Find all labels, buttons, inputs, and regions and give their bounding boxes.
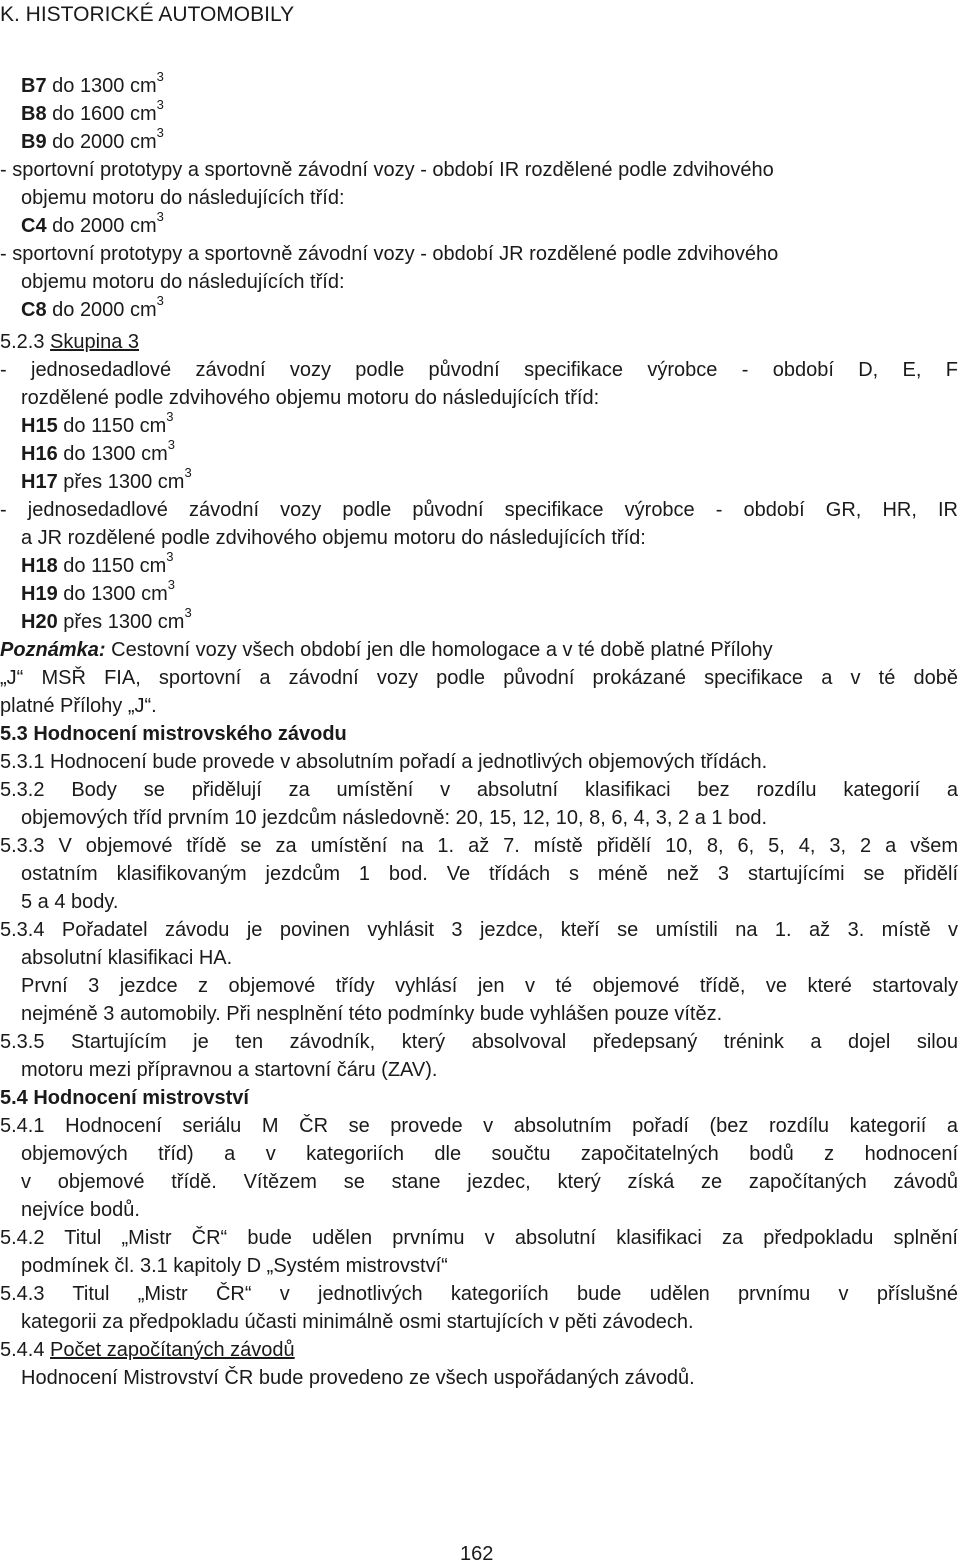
superscript: 3 xyxy=(184,465,192,480)
paragraph-line: - jednosedadlové závodní vozy podle původní specifikace výrobce - období GR, HR, IR xyxy=(0,499,958,521)
class-code: B9 xyxy=(21,131,47,153)
class-code: B8 xyxy=(21,103,47,125)
page-number: 162 xyxy=(460,1543,494,1565)
class-item xyxy=(21,293,164,321)
class-desc: do 2000 cm xyxy=(46,299,157,321)
paragraph-line: ostatním klasifikovaným jezdcům 1 bod. Ve třídách s méně než 3 startujícími se přidělí xyxy=(21,863,958,885)
class-desc: do 2000 cm xyxy=(46,215,157,237)
paragraph-line: - jednosedadlové závodní vozy podle původní specifikace výrobce - období D, E, F xyxy=(0,359,958,381)
section-title: Počet započítaných závodů xyxy=(50,1339,295,1361)
paragraph-line: 5.4.3 Titul „Mistr ČR“ v jednotlivých kategoriích bude udělen prvnímu v příslušné xyxy=(0,1283,958,1305)
class-item xyxy=(21,97,164,125)
superscript: 3 xyxy=(166,549,174,564)
class-item xyxy=(21,437,176,465)
section-heading: 5.3 Hodnocení mistrovského závodu xyxy=(0,723,347,745)
class-desc: přes 1300 cm xyxy=(57,471,185,493)
section-heading xyxy=(0,1340,295,1360)
paragraph-line: objemu motoru do následujících tříd: xyxy=(21,271,345,293)
note-line: „J“ MSŘ FIA, sportovní a závodní vozy podle původní prokázané specifikace a v té době xyxy=(0,667,958,689)
paragraph-line: kategorii za předpokladu účasti minimálně osmi startujících v pěti závodech. xyxy=(21,1311,694,1333)
class-desc: do 1300 cm xyxy=(57,583,168,605)
paragraph-line: objemových tříd prvním 10 jezdcům následovně: 20, 15, 12, 10, 8, 6, 4, 3, 2 a 1 bod. xyxy=(21,807,768,829)
paragraph-line: 5.3.2 Body se přidělují za umístění v absolutní klasifikaci bez rozdílu kategorií a xyxy=(0,779,958,801)
class-item xyxy=(21,605,192,633)
paragraph-line: v objemové třídě. Vítězem se stane jezdec, který získá ze započítaných závodů xyxy=(21,1171,958,1193)
class-desc: do 1600 cm xyxy=(46,103,157,125)
paragraph-line: 5.3.5 Startujícím je ten závodník, který absolvoval předepsaný trénink a dojel silou xyxy=(0,1031,958,1053)
class-item xyxy=(21,549,174,577)
class-item xyxy=(21,209,164,237)
class-item xyxy=(21,577,176,605)
class-code: C8 xyxy=(21,299,47,321)
section-number: 5.4.4 xyxy=(0,1339,51,1361)
paragraph-line: absolutní klasifikaci HA. xyxy=(21,947,233,969)
class-code: H15 xyxy=(21,415,58,437)
section-heading xyxy=(0,332,139,352)
class-desc: do 1300 cm xyxy=(57,443,168,465)
class-code: H17 xyxy=(21,471,58,493)
class-code: B7 xyxy=(21,75,47,97)
class-item xyxy=(21,465,192,493)
paragraph-line: a JR rozdělené podle zdvihového objemu motoru do následujících tříd: xyxy=(21,527,646,549)
class-code: H19 xyxy=(21,583,58,605)
paragraph-line: 5.3.4 Pořadatel závodu je povinen vyhlásit 3 jezdce, kteří se umístili na 1. až 3. místě v xyxy=(0,919,958,941)
superscript: 3 xyxy=(156,125,164,140)
superscript: 3 xyxy=(167,437,176,452)
paragraph-line: - sportovní prototypy a sportovně závodní vozy - období IR rozdělené podle zdvihového xyxy=(0,159,774,181)
paragraph-line: rozdělené podle zdvihového objemu motoru do následujících tříd: xyxy=(21,387,600,409)
superscript: 3 xyxy=(166,409,174,424)
note-label: Poznámka: xyxy=(0,639,106,661)
class-desc: do 1150 cm xyxy=(57,415,167,437)
class-code: C4 xyxy=(21,215,47,237)
paragraph-line: - sportovní prototypy a sportovně závodní vozy - období JR rozdělené podle zdvihového xyxy=(0,243,779,265)
paragraph-line: podmínek čl. 3.1 kapitoly D „Systém mistrovství“ xyxy=(21,1255,448,1277)
class-item xyxy=(21,409,174,437)
paragraph-line: nejméně 3 automobily. Při nesplnění této podmínky bude vyhlášen pouze vítěz. xyxy=(21,1003,723,1025)
paragraph-line: Hodnocení Mistrovství ČR bude provedeno ze všech uspořádaných závodů. xyxy=(21,1367,695,1389)
paragraph-line: 5 a 4 body. xyxy=(21,891,119,913)
superscript: 3 xyxy=(156,97,164,112)
paragraph-line: 5.4.1 Hodnocení seriálu M ČR se provede v absolutním pořadí (bez rozdílu kategorií a xyxy=(0,1115,958,1137)
section-number: 5.2.3 xyxy=(0,331,51,353)
paragraph-line: 5.4.2 Titul „Mistr ČR“ bude udělen prvnímu v absolutní klasifikaci za předpokladu splnění xyxy=(0,1227,958,1249)
class-desc: do 2000 cm xyxy=(46,131,157,153)
class-desc: přes 1300 cm xyxy=(57,611,185,633)
note-text: Cestovní vozy všech období jen dle homologace a v té době platné Přílohy xyxy=(105,639,773,661)
superscript: 3 xyxy=(156,293,164,308)
paragraph-line: První 3 jezdce z objemové třídy vyhlásí jen v té objemové třídě, ve které startovaly xyxy=(21,975,958,997)
superscript: 3 xyxy=(167,577,176,592)
section-heading: 5.4 Hodnocení mistrovství xyxy=(0,1087,249,1109)
class-code: H20 xyxy=(21,611,58,633)
superscript: 3 xyxy=(156,69,164,84)
superscript: 3 xyxy=(184,605,192,620)
paragraph-line: motoru mezi přípravnou a startovní čáru (ZAV). xyxy=(21,1059,438,1081)
class-desc: do 1300 cm xyxy=(46,75,157,97)
section-title: Skupina 3 xyxy=(50,331,140,353)
class-item xyxy=(21,125,164,153)
page-header: K. HISTORICKÉ AUTOMOBILY xyxy=(0,3,295,26)
class-code: H16 xyxy=(21,443,58,465)
note-line: platné Přílohy „J“. xyxy=(0,695,157,717)
superscript: 3 xyxy=(156,209,164,224)
paragraph-line: objemových tříd) a v kategoriích dle součtu započitatelných bodů z hodnocení xyxy=(21,1143,958,1165)
note-line xyxy=(0,640,773,660)
class-item xyxy=(21,69,164,97)
class-desc: do 1150 cm xyxy=(57,555,167,577)
paragraph-line: nejvíce bodů. xyxy=(21,1199,140,1221)
paragraph-line: objemu motoru do následujících tříd: xyxy=(21,187,345,209)
class-code: H18 xyxy=(21,555,58,577)
paragraph-line: 5.3.3 V objemové třídě se za umístění na 1. až 7. místě přidělí 10, 8, 6, 5, 4, 3, 2 a všem xyxy=(0,835,958,857)
paragraph-line: 5.3.1 Hodnocení bude provede v absolutním pořadí a jednotlivých objemových třídách. xyxy=(0,751,768,773)
